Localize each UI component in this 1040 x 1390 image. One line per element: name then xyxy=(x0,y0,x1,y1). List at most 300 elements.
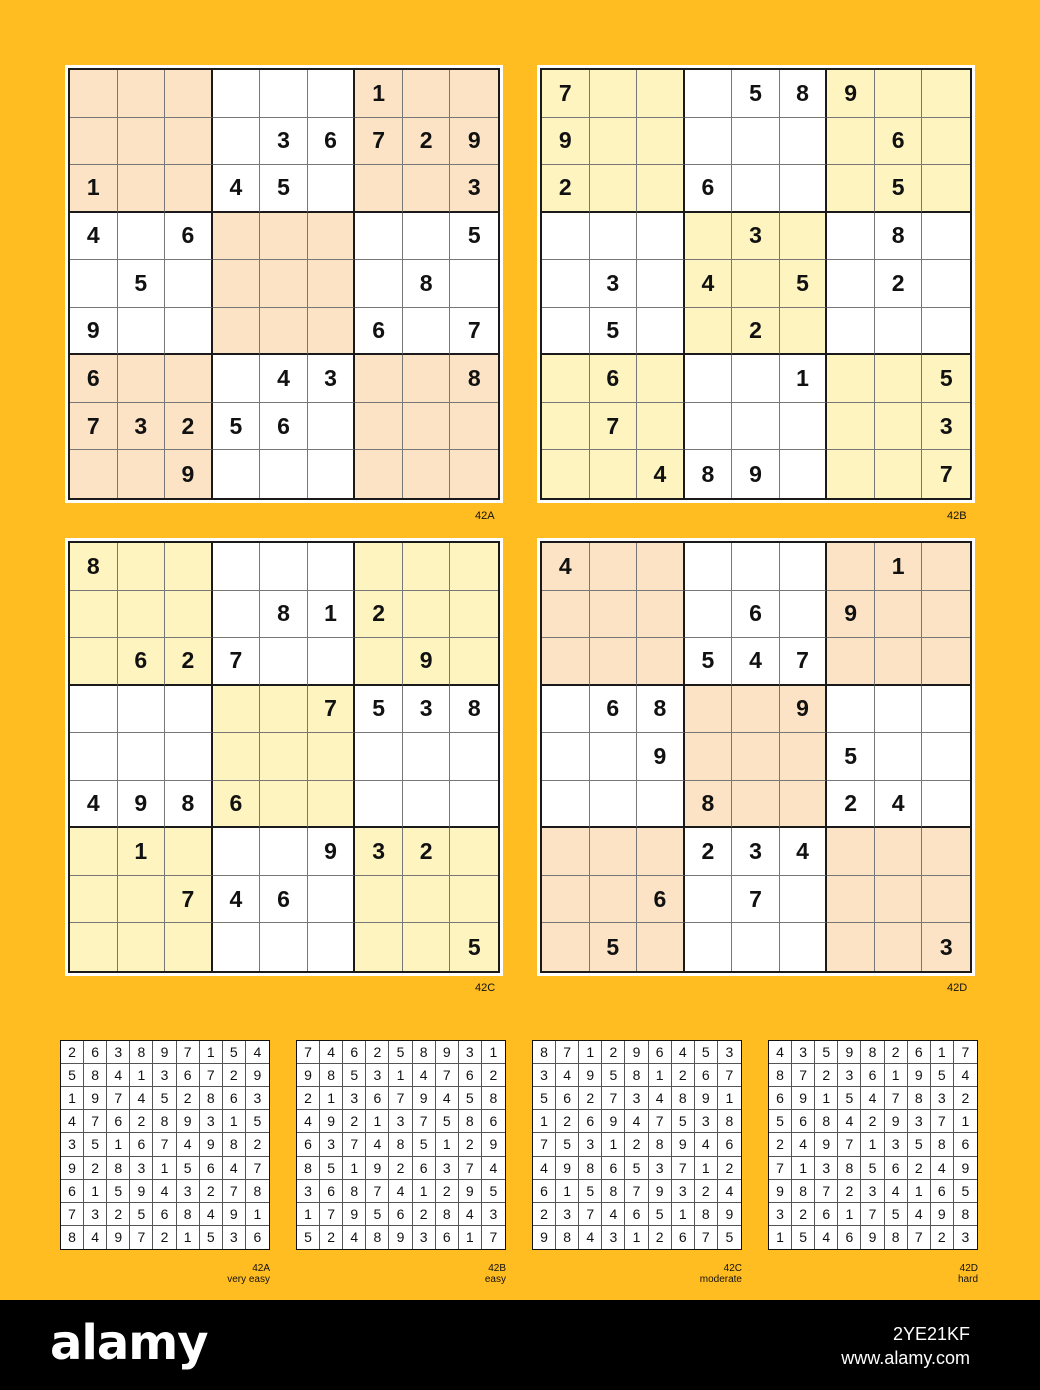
solution-cell: 2 xyxy=(389,1157,412,1180)
solution-cell: 1 xyxy=(931,1041,954,1064)
sudoku-cell xyxy=(542,923,590,971)
solution-grid-42c xyxy=(532,1040,742,1250)
solution-cell: 9 xyxy=(84,1087,107,1110)
sudoku-cell xyxy=(542,828,590,876)
sudoku-cell: 5 xyxy=(780,260,828,308)
sudoku-cell: 5 xyxy=(590,923,638,971)
sudoku-cell xyxy=(165,543,213,591)
puzzle-label-42d: 42D xyxy=(947,982,968,994)
sudoku-cell: 6 xyxy=(685,165,733,213)
solution-cell: 4 xyxy=(320,1041,343,1064)
sudoku-cell xyxy=(590,638,638,686)
sudoku-cell xyxy=(542,638,590,686)
sudoku-cell: 6 xyxy=(260,403,308,451)
sudoku-cell: 9 xyxy=(732,450,780,498)
solution-cell: 3 xyxy=(815,1157,838,1180)
sudoku-cell: 2 xyxy=(542,165,590,213)
sudoku-cell: 9 xyxy=(308,828,356,876)
sudoku-cell: 5 xyxy=(827,733,875,781)
sudoku-cell xyxy=(875,686,923,734)
solution-cell: 1 xyxy=(792,1157,815,1180)
sudoku-cell: 7 xyxy=(542,70,590,118)
sudoku-cell xyxy=(355,260,403,308)
sudoku-cell xyxy=(118,686,166,734)
solution-cell: 5 xyxy=(908,1133,931,1156)
sudoku-cell xyxy=(450,781,498,829)
solution-cell: 9 xyxy=(861,1226,884,1249)
sudoku-cell xyxy=(685,543,733,591)
solution-cell: 7 xyxy=(954,1041,977,1064)
solution-cell: 9 xyxy=(297,1064,320,1087)
sudoku-cell xyxy=(827,923,875,971)
sudoku-cell xyxy=(685,213,733,261)
sudoku-cell xyxy=(355,165,403,213)
solution-cell: 4 xyxy=(579,1226,602,1249)
solution-cell: 7 xyxy=(769,1157,792,1180)
sudoku-cell: 6 xyxy=(355,308,403,356)
sudoku-cell xyxy=(875,828,923,876)
solution-cell: 5 xyxy=(769,1110,792,1133)
solution-cell: 4 xyxy=(885,1180,908,1203)
solution-cell: 4 xyxy=(718,1180,741,1203)
sudoku-cell xyxy=(922,828,970,876)
solution-cell: 8 xyxy=(815,1110,838,1133)
sudoku-cell: 9 xyxy=(542,118,590,166)
sudoku-cell xyxy=(875,876,923,924)
solution-cell: 6 xyxy=(389,1203,412,1226)
solution-cell: 6 xyxy=(436,1226,459,1249)
solution-cell: 4 xyxy=(366,1133,389,1156)
sudoku-board-42c xyxy=(65,538,503,976)
solution-cell: 1 xyxy=(84,1180,107,1203)
sudoku-cell xyxy=(213,70,261,118)
sudoku-cell xyxy=(213,118,261,166)
sudoku-cell xyxy=(827,876,875,924)
sudoku-cell xyxy=(780,781,828,829)
solution-caption-42d xyxy=(878,1263,978,1285)
solution-cell: 9 xyxy=(320,1110,343,1133)
sudoku-cell xyxy=(213,355,261,403)
sudoku-cell xyxy=(922,543,970,591)
solution-cell: 8 xyxy=(838,1157,861,1180)
sudoku-cell xyxy=(308,403,356,451)
sudoku-cell xyxy=(780,118,828,166)
solution-cell: 3 xyxy=(223,1226,246,1249)
solution-cell: 7 xyxy=(320,1203,343,1226)
solution-cell: 3 xyxy=(885,1133,908,1156)
solution-caption-42c xyxy=(642,1263,742,1285)
sudoku-cell xyxy=(403,403,451,451)
sudoku-cell xyxy=(922,876,970,924)
solution-cell: 4 xyxy=(556,1064,579,1087)
solution-cell: 5 xyxy=(177,1157,200,1180)
solution-cell: 8 xyxy=(436,1203,459,1226)
sudoku-cell xyxy=(450,543,498,591)
solution-cell: 7 xyxy=(792,1064,815,1087)
sudoku-cell xyxy=(450,733,498,781)
solution-cell: 8 xyxy=(413,1041,436,1064)
sudoku-cell: 6 xyxy=(590,686,638,734)
solution-cell: 7 xyxy=(436,1064,459,1087)
solution-difficulty: moderate xyxy=(699,1274,742,1285)
solution-cell: 5 xyxy=(389,1041,412,1064)
solution-cell: 7 xyxy=(130,1226,153,1249)
solution-cell: 5 xyxy=(579,1180,602,1203)
sudoku-cell: 5 xyxy=(213,403,261,451)
solution-cell: 6 xyxy=(885,1157,908,1180)
solution-cell: 9 xyxy=(223,1203,246,1226)
sudoku-cell: 8 xyxy=(450,686,498,734)
solution-cell: 4 xyxy=(695,1133,718,1156)
solution-cell: 6 xyxy=(153,1203,176,1226)
sudoku-cell xyxy=(685,733,733,781)
solution-cell: 9 xyxy=(246,1064,269,1087)
solution-cell: 7 xyxy=(533,1133,556,1156)
solution-cell: 8 xyxy=(320,1064,343,1087)
alamy-logo: alamy xyxy=(50,1315,208,1371)
sudoku-cell xyxy=(827,450,875,498)
sudoku-cell xyxy=(637,165,685,213)
solution-cell: 4 xyxy=(223,1157,246,1180)
solution-cell: 2 xyxy=(366,1041,389,1064)
sudoku-cell xyxy=(70,70,118,118)
solution-cell: 4 xyxy=(84,1226,107,1249)
sudoku-cell xyxy=(637,923,685,971)
solution-cell: 5 xyxy=(931,1064,954,1087)
sudoku-cell: 3 xyxy=(732,828,780,876)
solution-cell: 3 xyxy=(672,1180,695,1203)
solution-cell: 8 xyxy=(602,1180,625,1203)
solution-grid-42b xyxy=(296,1040,506,1250)
solution-cell: 4 xyxy=(908,1203,931,1226)
sudoku-cell: 8 xyxy=(260,591,308,639)
solution-cell: 1 xyxy=(579,1041,602,1064)
sudoku-cell xyxy=(308,308,356,356)
solution-cell: 6 xyxy=(815,1203,838,1226)
sudoku-cell xyxy=(260,543,308,591)
solution-cell: 9 xyxy=(533,1226,556,1249)
solution-cell: 7 xyxy=(579,1203,602,1226)
solution-label: 42B xyxy=(488,1263,506,1274)
solution-cell: 1 xyxy=(436,1133,459,1156)
solution-cell: 1 xyxy=(320,1087,343,1110)
solution-cell: 3 xyxy=(769,1203,792,1226)
sudoku-cell xyxy=(118,543,166,591)
solution-cell: 6 xyxy=(343,1041,366,1064)
solution-cell: 3 xyxy=(61,1133,84,1156)
solution-cell: 3 xyxy=(718,1041,741,1064)
solution-cell: 4 xyxy=(459,1203,482,1226)
solution-cell: 6 xyxy=(861,1064,884,1087)
solution-cell: 8 xyxy=(246,1180,269,1203)
solution-cell: 5 xyxy=(792,1226,815,1249)
solution-cell: 3 xyxy=(320,1133,343,1156)
solution-cell: 7 xyxy=(200,1064,223,1087)
sudoku-cell xyxy=(732,260,780,308)
sudoku-cell xyxy=(118,733,166,781)
sudoku-cell xyxy=(70,450,118,498)
sudoku-cell: 6 xyxy=(308,118,356,166)
sudoku-cell: 2 xyxy=(403,828,451,876)
sudoku-cell xyxy=(213,260,261,308)
sudoku-cell xyxy=(685,118,733,166)
solution-cell: 7 xyxy=(861,1203,884,1226)
sudoku-cell: 3 xyxy=(355,828,403,876)
sudoku-cell xyxy=(260,450,308,498)
sudoku-cell xyxy=(732,118,780,166)
sudoku-cell xyxy=(827,686,875,734)
solution-cell: 6 xyxy=(84,1041,107,1064)
solution-cell: 6 xyxy=(625,1203,648,1226)
solution-cell: 3 xyxy=(200,1110,223,1133)
sudoku-cell xyxy=(355,638,403,686)
sudoku-cell xyxy=(780,876,828,924)
solution-cell: 7 xyxy=(61,1203,84,1226)
sudoku-cell xyxy=(875,403,923,451)
sudoku-cell: 9 xyxy=(403,638,451,686)
solution-cell: 2 xyxy=(954,1087,977,1110)
sudoku-cell: 5 xyxy=(450,213,498,261)
sudoku-cell xyxy=(685,686,733,734)
sudoku-cell xyxy=(827,828,875,876)
sudoku-cell xyxy=(308,923,356,971)
solution-cell: 6 xyxy=(177,1064,200,1087)
solution-cell: 2 xyxy=(931,1226,954,1249)
sudoku-cell: 4 xyxy=(875,781,923,829)
solution-cell: 3 xyxy=(177,1180,200,1203)
solution-cell: 2 xyxy=(153,1226,176,1249)
sudoku-cell: 8 xyxy=(165,781,213,829)
solution-cell: 5 xyxy=(482,1180,505,1203)
solution-cell: 8 xyxy=(107,1157,130,1180)
solution-cell: 4 xyxy=(389,1180,412,1203)
sudoku-cell: 5 xyxy=(875,165,923,213)
solution-cell: 5 xyxy=(246,1110,269,1133)
sudoku-cell xyxy=(922,260,970,308)
solution-cell: 6 xyxy=(320,1180,343,1203)
solution-cell: 6 xyxy=(413,1157,436,1180)
sudoku-cell xyxy=(542,591,590,639)
solution-cell: 5 xyxy=(297,1226,320,1249)
sudoku-cell xyxy=(637,403,685,451)
sudoku-cell xyxy=(450,591,498,639)
solution-cell: 4 xyxy=(153,1180,176,1203)
sudoku-cell: 3 xyxy=(732,213,780,261)
solution-cell: 2 xyxy=(718,1157,741,1180)
solution-cell: 7 xyxy=(153,1133,176,1156)
solution-cell: 1 xyxy=(885,1064,908,1087)
sudoku-cell: 8 xyxy=(685,781,733,829)
solution-cell: 3 xyxy=(459,1041,482,1064)
sudoku-cell: 3 xyxy=(118,403,166,451)
sudoku-cell: 8 xyxy=(637,686,685,734)
solution-difficulty: very easy xyxy=(227,1274,270,1285)
sudoku-cell: 4 xyxy=(637,450,685,498)
solution-cell: 8 xyxy=(84,1064,107,1087)
sudoku-board-42a xyxy=(65,65,503,503)
solution-grid-42a xyxy=(60,1040,270,1250)
solution-cell: 4 xyxy=(931,1157,954,1180)
sudoku-cell xyxy=(70,260,118,308)
solution-cell: 8 xyxy=(885,1226,908,1249)
sudoku-cell: 7 xyxy=(450,308,498,356)
sudoku-cell xyxy=(780,591,828,639)
solution-cell: 1 xyxy=(61,1087,84,1110)
sudoku-cell xyxy=(637,70,685,118)
puzzle-label-42b: 42B xyxy=(947,510,967,522)
sudoku-cell: 5 xyxy=(590,308,638,356)
solution-cell: 3 xyxy=(649,1157,672,1180)
sudoku-cell xyxy=(213,308,261,356)
solution-cell: 2 xyxy=(130,1110,153,1133)
sudoku-cell xyxy=(827,308,875,356)
sudoku-cell: 3 xyxy=(403,686,451,734)
sudoku-cell xyxy=(165,733,213,781)
sudoku-cell xyxy=(118,876,166,924)
solution-cell: 5 xyxy=(838,1087,861,1110)
sudoku-cell: 6 xyxy=(590,355,638,403)
solution-cell: 9 xyxy=(200,1133,223,1156)
solution-cell: 5 xyxy=(649,1203,672,1226)
sudoku-cell xyxy=(213,213,261,261)
solution-cell: 1 xyxy=(413,1180,436,1203)
sudoku-cell xyxy=(355,213,403,261)
sudoku-cell xyxy=(637,213,685,261)
solution-cell: 4 xyxy=(107,1064,130,1087)
sudoku-cell xyxy=(308,781,356,829)
solution-cell: 1 xyxy=(718,1087,741,1110)
solution-cell: 3 xyxy=(436,1157,459,1180)
sudoku-cell xyxy=(590,70,638,118)
sudoku-cell: 7 xyxy=(70,403,118,451)
solution-cell: 4 xyxy=(343,1226,366,1249)
solution-cell: 4 xyxy=(861,1087,884,1110)
solution-cell: 5 xyxy=(107,1180,130,1203)
sudoku-cell xyxy=(450,876,498,924)
solution-cell: 4 xyxy=(792,1133,815,1156)
solution-cell: 5 xyxy=(413,1133,436,1156)
solution-label: 42C xyxy=(723,1263,742,1274)
sudoku-cell xyxy=(637,828,685,876)
sudoku-cell: 9 xyxy=(827,70,875,118)
sudoku-cell xyxy=(875,355,923,403)
solution-cell: 1 xyxy=(533,1110,556,1133)
sudoku-cell xyxy=(827,165,875,213)
solution-cell: 8 xyxy=(61,1226,84,1249)
solution-cell: 9 xyxy=(769,1180,792,1203)
sudoku-cell: 6 xyxy=(165,213,213,261)
sudoku-cell xyxy=(213,450,261,498)
solution-cell: 3 xyxy=(153,1064,176,1087)
sudoku-cell: 4 xyxy=(780,828,828,876)
sudoku-cell xyxy=(637,591,685,639)
sudoku-cell xyxy=(165,828,213,876)
sudoku-cell xyxy=(827,638,875,686)
sudoku-cell xyxy=(922,70,970,118)
solution-cell: 8 xyxy=(533,1041,556,1064)
sudoku-cell: 2 xyxy=(165,403,213,451)
image-id: 2YE21KF xyxy=(892,1324,970,1344)
sudoku-cell xyxy=(875,450,923,498)
sudoku-cell: 6 xyxy=(260,876,308,924)
sudoku-cell xyxy=(827,355,875,403)
sudoku-cell xyxy=(827,403,875,451)
sudoku-cell xyxy=(450,403,498,451)
solution-cell: 8 xyxy=(200,1087,223,1110)
solution-cell: 8 xyxy=(579,1157,602,1180)
solution-cell: 6 xyxy=(459,1064,482,1087)
solution-cell: 3 xyxy=(297,1180,320,1203)
solution-cell: 2 xyxy=(61,1041,84,1064)
sudoku-cell xyxy=(780,213,828,261)
solution-cell: 3 xyxy=(533,1064,556,1087)
sudoku-cell: 3 xyxy=(922,923,970,971)
sudoku-cell xyxy=(922,733,970,781)
sudoku-cell: 5 xyxy=(260,165,308,213)
solution-cell: 3 xyxy=(366,1064,389,1087)
solution-cell: 2 xyxy=(885,1041,908,1064)
solution-cell: 1 xyxy=(649,1064,672,1087)
solution-cell: 8 xyxy=(672,1087,695,1110)
solution-cell: 2 xyxy=(107,1203,130,1226)
solution-cell: 8 xyxy=(556,1226,579,1249)
sudoku-cell xyxy=(308,70,356,118)
solution-cell: 1 xyxy=(297,1203,320,1226)
sudoku-board-42b xyxy=(537,65,975,503)
sudoku-cell: 7 xyxy=(780,638,828,686)
sudoku-cell xyxy=(732,355,780,403)
solution-cell: 8 xyxy=(931,1133,954,1156)
solution-cell: 3 xyxy=(413,1226,436,1249)
solution-cell: 5 xyxy=(436,1110,459,1133)
sudoku-cell xyxy=(590,165,638,213)
sudoku-cell xyxy=(450,260,498,308)
sudoku-cell xyxy=(450,638,498,686)
sudoku-cell xyxy=(732,543,780,591)
solution-cell: 1 xyxy=(343,1157,366,1180)
sudoku-cell xyxy=(542,308,590,356)
sudoku-cell xyxy=(260,828,308,876)
solution-cell: 2 xyxy=(297,1087,320,1110)
sudoku-cell xyxy=(542,876,590,924)
sudoku-cell: 1 xyxy=(875,543,923,591)
solution-cell: 1 xyxy=(107,1133,130,1156)
solution-grid-42d xyxy=(768,1040,978,1250)
solution-cell: 3 xyxy=(107,1041,130,1064)
sudoku-cell xyxy=(213,923,261,971)
solution-cell: 6 xyxy=(223,1087,246,1110)
solution-cell: 7 xyxy=(413,1110,436,1133)
sudoku-cell xyxy=(732,403,780,451)
sudoku-cell xyxy=(165,591,213,639)
solution-cell: 9 xyxy=(579,1064,602,1087)
solution-cell: 2 xyxy=(815,1064,838,1087)
sudoku-cell: 4 xyxy=(260,355,308,403)
solution-cell: 5 xyxy=(61,1064,84,1087)
sudoku-cell: 5 xyxy=(118,260,166,308)
sudoku-cell xyxy=(542,355,590,403)
solution-cell: 1 xyxy=(695,1157,718,1180)
sudoku-cell: 3 xyxy=(922,403,970,451)
sudoku-cell: 8 xyxy=(875,213,923,261)
solution-cell: 2 xyxy=(436,1180,459,1203)
sudoku-cell xyxy=(118,70,166,118)
sudoku-cell xyxy=(165,923,213,971)
solution-cell: 8 xyxy=(625,1064,648,1087)
sudoku-cell: 5 xyxy=(922,355,970,403)
solution-cell: 1 xyxy=(200,1041,223,1064)
sudoku-cell xyxy=(260,308,308,356)
